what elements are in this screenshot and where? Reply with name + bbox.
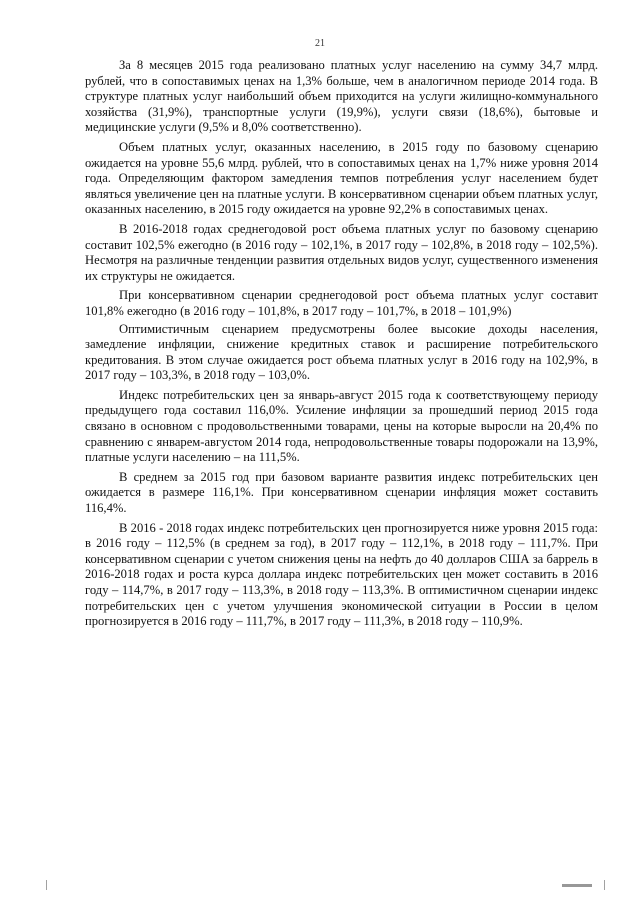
- paragraph-paid-services-2016-2018-base: В 2016-2018 годах среднегодовой рост объема платных услуг по базовому сценарию составит 102,5% ежегодно (в 2016 году – 102,1%, в 2017 году – 102,8%, в 2018 году – 102,5%). Несмотря на различные тенденции развития отдельных видов услуг, существенного изменения их структуры не ожидается.: [85, 221, 598, 283]
- paragraph-paid-services-8-months: За 8 месяцев 2015 года реализовано платных услуг населению на сумму 34,7 млрд. рублей, что в сопоставимых ценах на 1,3% больше, чем в аналогичном периоде 2014 года. В структуре платных услуг наибольший объем приходится на услуги жилищно-коммунального хозяйства (31,9%), транспортные услуги (19,9%), услуги связи (18,6%), бытовые и медицинские услуги (9,5% и 8,0% соответственно).: [85, 58, 598, 135]
- paragraph-optimistic-scenario: Оптимистичным сценарием предусмотрены более высокие доходы населения, замедление инфляции, снижение кредитных ставок и расширение потребительского кредитования. В этом случае ожидается рост объема платных услуг в 2016 году на 102,9%, в 2017 году – 103,3%, в 2018 году – 103,0%.: [85, 321, 598, 383]
- paragraph-cpi-2015-average: В среднем за 2015 год при базовом варианте развития индекс потребительских цен ожидается в размере 116,1%. При консервативном сценарии инфляция может составить 116,4%.: [85, 469, 598, 516]
- paragraph-cpi-2016-2018-forecast: В 2016 - 2018 годах индекс потребительских цен прогнозируется ниже уровня 2015 года: в 2016 году – 112,5% (в среднем за год), в 2017 году – 112,1%, в 2018 году – 111,7%. При консервативном сценарии с учетом снижения цены на нефть до 40 долларов США за баррель в 2016-2018 годах и роста курса доллара индекс потребительских цен может составить в 2016 году – 114,7%, в 2017 году – 113,3%, в 2018 году – 113,3%. В оптимистичном сценарии индекс потребительских цен с учетом улучшения экономической ситуации в России в целом прогнозируется в 2016 году – 111,7%, в 2017 году – 111,3%, в 2018 году – 110,9%.: [85, 520, 598, 629]
- paragraph-cpi-jan-aug-2015: Индекс потребительских цен за январь-август 2015 года к соответствующему периоду предыдущего года составил 116,0%. Усиление инфляции за прошедший период 2015 года связано в основном с продовольственными товарами, цены на которые выросли на 20,4% по сравнению с январем-августом 2014 года, непродовольственные товары подорожали на 13,9%, платные услуги населению – на 111,5%.: [85, 387, 598, 465]
- page-number: 21: [315, 38, 325, 49]
- scan-mark-corner: [604, 880, 605, 890]
- scan-mark-right: [562, 884, 592, 887]
- scan-mark-left: [46, 880, 47, 890]
- paragraph-paid-services-conservative: При консервативном сценарии среднегодовой рост объема платных услуг составит 101,8% ежегодно (в 2016 году – 101,8%, в 2017 году – 101,7%, в 2018 – 101,9%): [85, 288, 598, 318]
- document-body: [85, 58, 598, 634]
- paragraph-paid-services-2015-forecast: Объем платных услуг, оказанных населению, в 2015 году по базовому сценарию ожидается на уровне 55,6 млрд. рублей, что в сопоставимых ценах на 1,7% ниже уровня 2014 года. Определяющим фактором замедления темпов потребления услуг населением будет являться увеличение цен на платные услуги. В консервативном сценарии объем платных услуг, оказанных населению, в 2015 году ожидается на уровне 92,2% в сопоставимых ценах.: [85, 139, 598, 217]
